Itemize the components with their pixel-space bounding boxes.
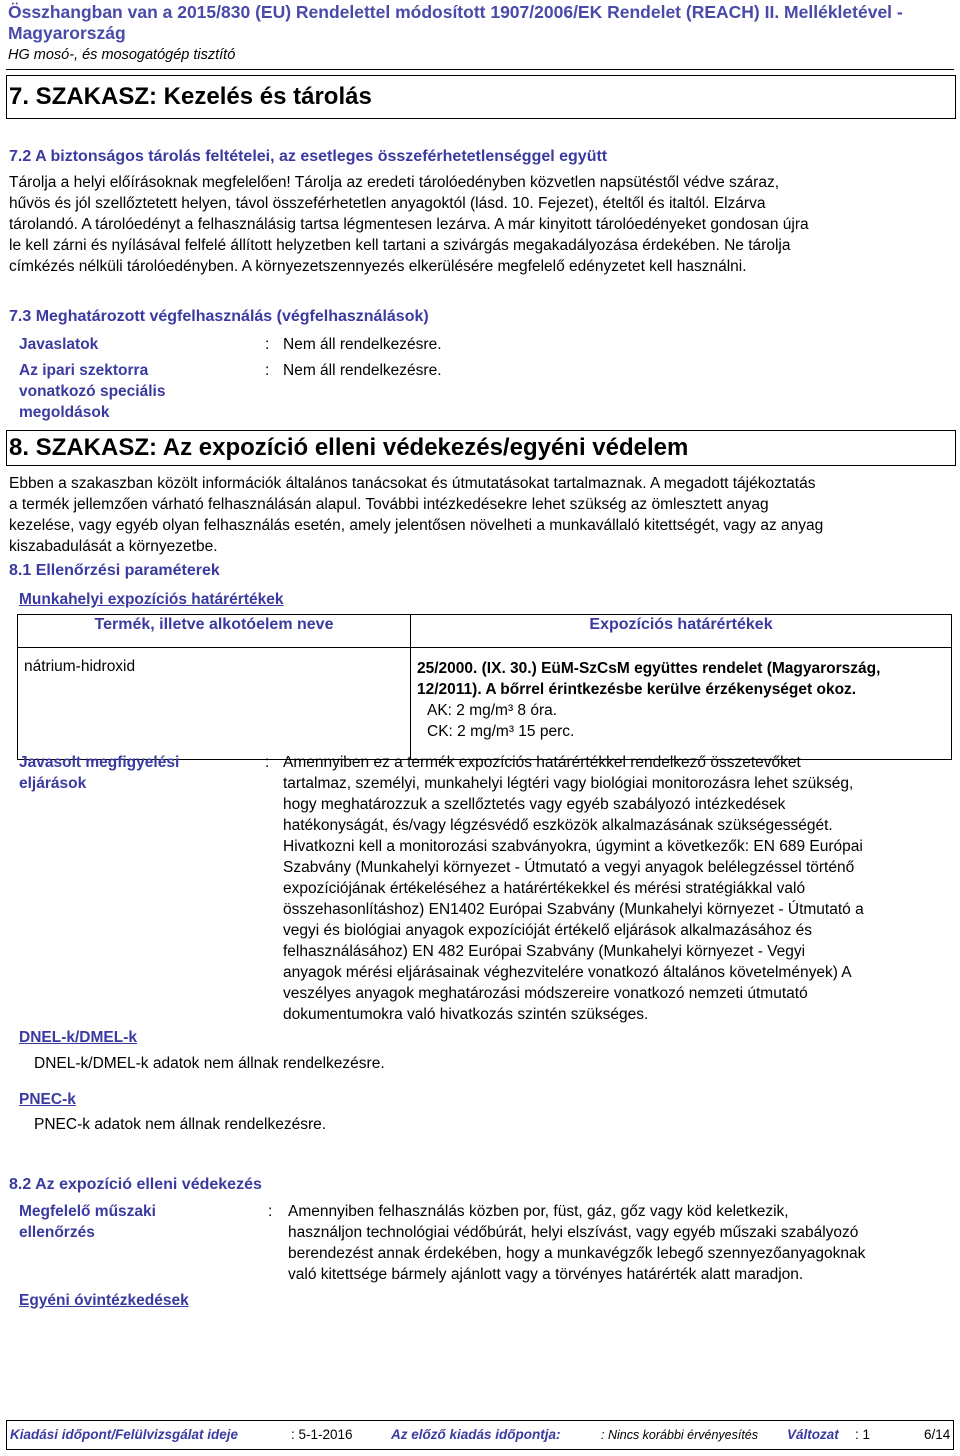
industrial-solutions-value: Nem áll rendelkezésre.	[283, 362, 442, 379]
recommendations-value: Nem áll rendelkezésre.	[283, 336, 442, 353]
pnec-heading: PNEC-k	[19, 1091, 76, 1108]
section-7-2-text: Tárolja a helyi előírásoknak megfelelően! Tárolja az eredeti tárolóedényben közvetlen napsütéstől védve száraz, hűvös és jól szellőztetett helyen, távol összeférhetetlen anyagoktól (lásd. 10. Fejezet), ételtől és italtól. Elzárva tárolandó. A tárolóedényt a felhasználásig tartsa légmentesen lezárva. A már kinyitott tárolóedényeket gondosan újra le kell zárni és nyílásával felfelé állított helyzetben kell tartani a szivárgás megakadályozása érdekében. Ne tárolja címkézés nélküli tárolóedényben. A környezetszennyezés elkerülésére megfelelő edényzetet kell használni.	[9, 174, 809, 275]
section-8-1-heading: 8.1 Ellenőrzési paraméterek	[9, 562, 220, 579]
section-7-3-heading: 7.3 Meghatározott végfelhasználás (végfelhasználások)	[9, 308, 429, 325]
table-row	[18, 648, 952, 760]
page-number: 6/14	[924, 1427, 951, 1442]
section-7-title: 7. SZAKASZ: Kezelés és tárolás	[6, 75, 956, 119]
document-header-title: Összhangban van a 2015/830 (EU) Rendelettel módosított 1907/2006/EK Rendelet (REACH) II. Mellékletével - Magyarország	[8, 2, 903, 43]
table-header-substance: Termék, illetve alkotóelem neve	[18, 615, 411, 648]
wel-heading: Munkahelyi expozíciós határértékek	[19, 591, 284, 608]
header-divider	[6, 69, 954, 70]
product-name: HG mosó-, és mosogatógép tisztító	[8, 47, 236, 63]
substance-name: nátrium-hidroxid	[18, 648, 411, 760]
section-7-2-heading: 7.2 A biztonságos tárolás feltételei, az esetleges összeférhetetlenséggel együtt	[9, 148, 608, 165]
monitoring-label: Javasolt megfigyelési eljárások	[19, 754, 180, 792]
page-footer	[6, 1420, 954, 1450]
table-header-limits: Expozíciós határértékek	[411, 615, 952, 648]
recommendations-label: Javaslatok	[19, 336, 99, 353]
issue-date-value: : 5-1-2016	[291, 1427, 353, 1442]
colon: :	[265, 336, 270, 353]
section-8-title: 8. SZAKASZ: Az expozíció elleni védekezés/egyéni védelem	[6, 430, 956, 466]
colon: :	[265, 362, 270, 379]
previous-issue-value: : Nincs korábbi érvényesítés	[601, 1428, 759, 1442]
previous-issue-label: Az előző kiadás időpontja:	[391, 1427, 561, 1442]
version-value: : 1	[855, 1427, 871, 1442]
exposure-limit-value: 25/2000. (IX. 30.) EüM-SzCsM együttes rendelet (Magyarország, 12/2011). A bőrrel érintkezésbe kerülve érzékenységet okoz. AK: 2 mg/m³ 8 óra. CK: 2 mg/m³ 15 perc.	[411, 648, 952, 760]
issue-date-label: Kiadási időpont/Felülvizsgálat ideje	[10, 1427, 239, 1442]
engineering-controls-label: Megfelelő műszaki ellenőrzés	[19, 1203, 156, 1241]
colon: :	[268, 1203, 273, 1220]
colon: :	[265, 754, 270, 771]
exposure-limits-table	[17, 614, 952, 760]
section-8-intro: Ebben a szakaszban közölt információk általános tanácsokat és útmutatásokat tartalmaznak. A megadott tájékoztatás a termék jellemzően várható felhasználásán alapul. További intézkedésekre lehet szükség az ömlesztett anyag kezelése, vagy egyéb olyan felhasználás esetén, amely jelentősen növelheti a munkavállaló kitettségét, vagy az anyag kiszabadulását a környezetbe.	[9, 475, 824, 555]
dnel-text: DNEL-k/DMEL-k adatok nem állnak rendelkezésre.	[34, 1055, 385, 1072]
version-label: Változat	[787, 1427, 839, 1442]
dnel-heading: DNEL-k/DMEL-k	[19, 1029, 137, 1046]
engineering-controls-text: Amennyiben felhasználás közben por, füst, gáz, gőz vagy köd keletkezik, használjon technológiai védőbúrát, helyi elszívást, vagy egyéb műszaki szabályozó berendezést annak érdekében, hogy a munkavégzők lebegő szennyezőanyagoknak való kitettsége bármely ajánlott vagy a törvényes határérték alatt maradjon.	[288, 1203, 866, 1283]
section-8-2-heading: 8.2 Az expozíció elleni védekezés	[9, 1176, 262, 1193]
pnec-text: PNEC-k adatok nem állnak rendelkezésre.	[34, 1116, 327, 1133]
industrial-solutions-label: Az ipari szektorra vonatkozó speciális megoldások	[19, 362, 166, 421]
monitoring-text: Amennyiben ez a termék expozíciós határértékkel rendelkező összetevőket tartalmaz, személyi, munkahelyi légtéri vagy biológiai monitorozásra lehet szükség, hogy meghatározzuk a szellőztetés vagy egyéb szabályozó intézkedések hatékonyságát, és/vagy légzésvédő eszközök alkalmazásának szükségességét. Hivatkozni kell a monitorozási szabványokra, úgymint a következők: EN 689 Európai Szabvány (Munkahelyi környezet - Útmutató a vegyi anyagok belélegzéssel történő expozíciójának értékeléséhez a határértékekkel és mérési stratégiákkal való összehasonlításhoz) EN1402 Európai Szabvány (Munkahelyi környezet - Útmutató a vegyi és biológiai anyagok expozícióját értékelő eljárások alkalmazásához és felhasználásához) EN 482 Európai Szabvány (Munkahelyi környezet - Vegyi anyagok mérési eljárásainak véghezvitelére vonatkozó általános követelmények) A veszélyes anyagok meghatározási módszereire vonatkozó nemzeti útmutató dokumentumokra való hivatkozás szintén szükséges.	[283, 754, 864, 1023]
ppe-heading: Egyéni óvintézkedések	[19, 1292, 189, 1309]
